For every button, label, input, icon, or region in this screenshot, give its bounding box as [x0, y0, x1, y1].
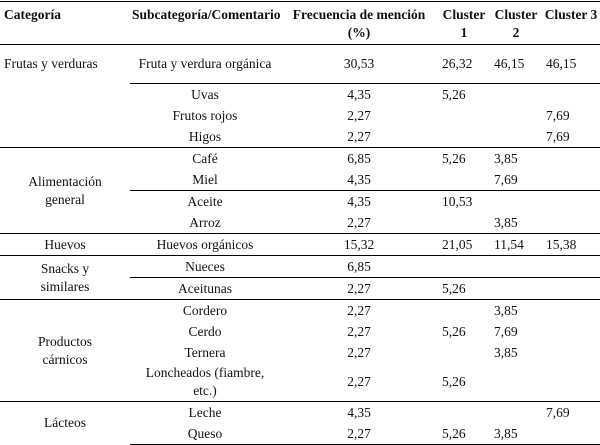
cluster1-cell	[438, 342, 490, 363]
cluster3-cell	[542, 278, 600, 300]
frequency-cell: 4,35	[280, 84, 438, 106]
frequency-cell: 2,27	[347, 107, 371, 123]
header-row	[0, 2, 600, 45]
subcategory-cell: Arroz	[189, 214, 221, 230]
cluster2-cell: 3,85	[490, 148, 542, 170]
frequency-cell: 6,85	[280, 148, 438, 170]
subcategory-cell: Queso	[130, 423, 280, 445]
frequency-cell: 4,35	[280, 191, 438, 213]
frequency-cell: 2,27	[347, 128, 371, 144]
table-row	[0, 45, 600, 84]
subcategory-cell: Frutos rojos	[172, 107, 238, 123]
cluster3-cell	[542, 342, 600, 363]
cluster2-cell: 3,85	[490, 423, 542, 445]
cluster3-cell	[542, 212, 600, 234]
cluster2-cell: 3,85	[490, 300, 542, 322]
frequency-cell: 2,27	[280, 423, 438, 445]
cluster1-cell: 5,26	[442, 374, 466, 389]
frequency-cell: 2,27	[347, 344, 371, 360]
cluster3-cell	[542, 256, 600, 278]
cluster1-cell: 21,05	[438, 234, 490, 256]
cluster3-cell	[542, 363, 600, 402]
subcategory-cell: Nueces	[130, 256, 280, 278]
cluster2-cell	[490, 278, 542, 300]
cluster1-cell	[438, 402, 490, 424]
category-cell: Frutas y verduras	[0, 45, 130, 148]
frequency-cell: 2,27	[280, 300, 438, 322]
subcategory-cell: Loncheados (fiambre, etc.)	[145, 365, 265, 398]
frequency-cell: 6,85	[280, 256, 438, 278]
header-cluster-3: Cluster 3	[544, 7, 598, 22]
subcategory-cell: Fruta y verdura orgánica	[130, 45, 280, 84]
subcategory-cell: Huevos orgánicos	[130, 234, 280, 256]
category-cell: Productos cárnicos	[0, 300, 130, 402]
cluster3-cell	[542, 84, 600, 106]
cluster2-cell: 46,15	[490, 45, 542, 84]
subcategory-cell: Café	[130, 148, 280, 170]
cluster2-cell: 3,85	[494, 214, 518, 230]
subcategory-cell: Ternera	[184, 344, 226, 360]
frequency-cell: 30,53	[280, 45, 438, 84]
subcategory-cell: Cerdo	[188, 323, 222, 339]
frequency-cell: 4,35	[347, 171, 371, 187]
cluster2-cell	[490, 402, 542, 424]
cluster2-cell	[490, 126, 542, 148]
cluster2-cell: 3,85	[494, 344, 518, 360]
cluster3-cell	[542, 191, 600, 213]
frequency-cell: 2,27	[347, 323, 371, 339]
cluster2-cell	[490, 363, 542, 402]
subcategory-cell: Aceite	[130, 191, 280, 213]
cluster1-cell: 5,26	[438, 278, 490, 300]
header-cluster-1: Cluster 1	[442, 7, 486, 40]
cluster2-cell: 11,54	[490, 234, 542, 256]
cluster1-cell: 5,26	[438, 148, 490, 170]
header-subcategoria: Subcategoría/Comentario	[132, 7, 281, 22]
cluster3-cell: 7,69	[546, 107, 570, 123]
cluster3-cell	[542, 148, 600, 170]
cluster1-cell: 26,32	[438, 45, 490, 84]
table-row	[0, 148, 600, 170]
cluster1-cell: 5,26	[442, 323, 466, 339]
cluster3-cell	[542, 169, 600, 191]
frequency-cell: 2,27	[347, 214, 371, 230]
category-cell: Alimentación general	[0, 148, 130, 234]
table-row	[0, 402, 600, 424]
cluster1-cell: 5,26	[438, 84, 490, 106]
cluster1-cell	[438, 169, 490, 191]
subcategory-cell: Miel	[192, 171, 218, 187]
cluster1-cell	[438, 105, 490, 126]
category-cell: Huevos	[0, 234, 130, 256]
frequency-cell: 4,35	[280, 402, 438, 424]
cluster3-cell	[542, 321, 600, 342]
table-row	[0, 256, 600, 278]
cluster3-cell	[542, 300, 600, 322]
cluster2-cell	[490, 256, 542, 278]
subcategory-cell: Cordero	[130, 300, 280, 322]
category-cell: Lácteos	[0, 402, 130, 445]
header-cluster-2: Cluster 2	[494, 7, 538, 40]
data-table	[0, 1, 600, 445]
cluster3-cell: 15,38	[542, 234, 600, 256]
subcategory-cell: Higos	[188, 128, 222, 144]
cluster2-cell: 7,69	[494, 323, 518, 339]
cluster3-cell: 46,15	[542, 45, 600, 84]
table-row	[0, 234, 600, 256]
subcategory-cell: Aceitunas	[130, 278, 280, 300]
cluster3-cell	[542, 423, 600, 445]
frequency-cell: 2,27	[347, 374, 371, 389]
cluster2-cell	[490, 105, 542, 126]
subcategory-cell: Leche	[130, 402, 280, 424]
cluster2-cell: 7,69	[494, 171, 518, 187]
frequency-cell: 2,27	[280, 278, 438, 300]
header-frecuencia: Frecuencia de mención (%)	[292, 7, 426, 40]
cluster3-cell: 7,69	[546, 128, 570, 144]
category-cell: Snacks y similares	[0, 256, 130, 300]
cluster1-cell: 10,53	[438, 191, 490, 213]
subcategory-cell: Uvas	[130, 84, 280, 106]
frequency-cell: 15,32	[280, 234, 438, 256]
cluster2-cell	[490, 84, 542, 106]
cluster1-cell	[438, 212, 490, 234]
cluster3-cell: 7,69	[542, 402, 600, 424]
table-row	[0, 300, 600, 322]
header-categoria: Categoría	[4, 7, 61, 22]
cluster1-cell: 5,26	[438, 423, 490, 445]
cluster2-cell	[490, 191, 542, 213]
cluster1-cell	[438, 126, 490, 148]
cluster1-cell	[438, 256, 490, 278]
cluster1-cell	[438, 300, 490, 322]
